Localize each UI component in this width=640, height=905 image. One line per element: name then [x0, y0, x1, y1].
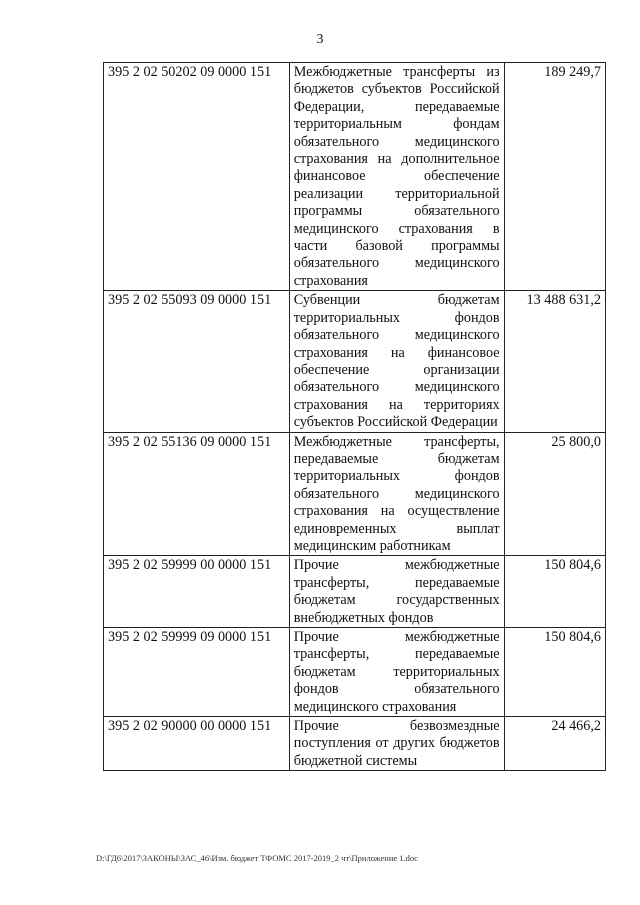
amount: 13 488 631,2	[504, 291, 605, 432]
revenue-description: Прочие межбюджетные трансферты, передаваемые бюджетам государственных внебюджетных фондов	[289, 556, 504, 628]
amount: 189 249,7	[504, 63, 605, 291]
revenue-description: Субвенции бюджетам территориальных фондов обязательного медицинского страхования на финансовое обеспечение организации обязательного медицинского страхования на территориях субъектов Российской Федерации	[289, 291, 504, 432]
budget-code: 395 2 02 50202 09 0000 151	[104, 63, 290, 291]
table-row	[104, 432, 606, 556]
revenue-description: Прочие безвозмездные поступления от других бюджетов бюджетной системы	[289, 717, 504, 771]
budget-code: 395 2 02 59999 00 0000 151	[104, 556, 290, 628]
budget-code: 395 2 02 59999 09 0000 151	[104, 628, 290, 717]
amount: 150 804,6	[504, 556, 605, 628]
budget-code: 395 2 02 55136 09 0000 151	[104, 432, 290, 556]
revenue-description: Прочие межбюджетные трансферты, передаваемые бюджетам территориальных фондов обязательного медицинского страхования	[289, 628, 504, 717]
amount: 25 800,0	[504, 432, 605, 556]
budget-code: 395 2 02 90000 00 0000 151	[104, 717, 290, 771]
table-row	[104, 63, 606, 291]
table-row	[104, 717, 606, 771]
amount: 24 466,2	[504, 717, 605, 771]
amount: 150 804,6	[504, 628, 605, 717]
table-row	[104, 291, 606, 432]
revenue-table	[103, 62, 606, 771]
budget-code: 395 2 02 55093 09 0000 151	[104, 291, 290, 432]
footer-file-path: D:\ГД6\2017\ЗАКОНЫ\ЗАС_46\Изм. бюджет ТФОМС 2017-2019_2 чт\Приложение 1.doc	[96, 853, 418, 863]
table-row	[104, 628, 606, 717]
table-row	[104, 556, 606, 628]
page-number: 3	[316, 32, 324, 47]
revenue-description: Межбюджетные трансферты из бюджетов субъектов Российской Федерации, передаваемые территориальным фондам обязательного медицинского страхования на дополнительное финансовое обеспечение реализации территориальной программы обязательного медицинского страхования в части базовой программы обязательного медицинского страхования	[289, 63, 504, 291]
revenue-description: Межбюджетные трансферты, передаваемые бюджетам территориальных фондов обязательного медицинского страхования на осуществление единовременных выплат медицинским работникам	[289, 432, 504, 556]
